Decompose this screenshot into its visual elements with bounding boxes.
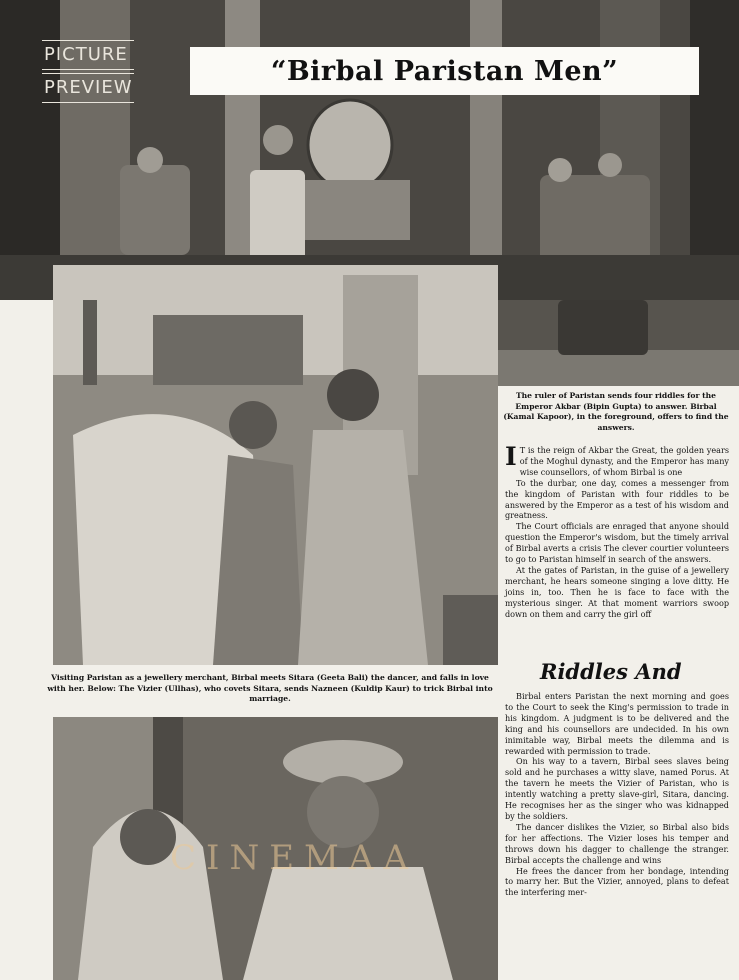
court-floor-photo-strip bbox=[498, 300, 739, 386]
stamp-line-1: PICTURE bbox=[42, 40, 134, 70]
picture-preview-stamp bbox=[42, 40, 134, 106]
cinemaa-watermark: CINEMAA bbox=[170, 838, 418, 878]
story-column-bottom bbox=[505, 691, 729, 898]
birbal-sitara-photo bbox=[53, 265, 498, 665]
story-2-paragraph-1: Birbal enters Paristan the next morning and goes to the Court to seek the King's permission to trade in his kingdom. A judgment is to be delivered and the king and his counsellors are undecided. In his own inimitable way, Birbal meets the dilemma and is rewarded with permission to trade. bbox=[505, 691, 729, 756]
story-2-paragraph-3: The dancer dislikes the Vizier, so Birbal also bids for her affections. The Vizier loses his temper and throws down his dagger to challenge the stranger. Birbal accepts the challenge and wins bbox=[505, 821, 729, 865]
stamp-line-2: PREVIEW bbox=[42, 73, 134, 103]
caption-jewellery-merchant: Visiting Paristan as a jewellery merchant, Birbal meets Sitara (Geeta Bali) the dancer, and falls in love with her. Below: The Vizier (Ullhas), who covets Sitara, sends Nazneen (Kuldip Kaur) to trick Birbal into marriage. bbox=[47, 673, 493, 703]
drop-cap: I bbox=[505, 442, 517, 471]
story-paragraph-1 bbox=[505, 442, 729, 478]
page-title: “Birbal Paristan Men” bbox=[270, 55, 619, 87]
story-2-paragraph-4: He frees the dancer from her bondage, intending to marry her. But the Vizier, annoyed, plans to defeat the interfering mer- bbox=[505, 865, 729, 898]
story-paragraph-3: The Court officials are enraged that anyone should question the Emperor's wisdom, but the timely arrival of Birbal averts a crisis The clever courtier volunteers to go to Paristan himself in search of the answers. bbox=[505, 521, 729, 565]
court-floor-illustration bbox=[498, 300, 739, 386]
court-scene-photo bbox=[0, 0, 739, 300]
birbal-sitara-illustration bbox=[53, 265, 498, 665]
story-column-top bbox=[505, 442, 729, 620]
story-2-paragraph-2: On his way to a tavern, Birbal sees slaves being sold and he purchases a witty slave, named Porus. At the tavern he meets the Vizier of Paristan, who is intently watching a pretty slave-girl, Sitara, dancing. He recognises her as the singer who was kidnapped by the soldiers. bbox=[505, 756, 729, 821]
story-paragraph-4: At the gates of Paristan, in the guise of a jewellery merchant, he hears someone singing a love ditty. He joins in, too. Then he is face to face with the mysterious singer. At that moment warriors swoop down on them and carry the girl off bbox=[505, 564, 729, 619]
title-banner bbox=[190, 47, 699, 95]
caption-court-scene: The ruler of Paristan sends four riddles for the Emperor Akbar (Bipin Gupta) to answer. Birbal (Kamal Kapoor), in the foreground, offers to find the answers. bbox=[503, 391, 729, 432]
story-paragraph-1-text: T is the reign of Akbar the Great, the golden years of the Moghul dynasty, and the Emperor has many wise counsellors, of whom Birbal is one bbox=[519, 445, 729, 477]
vizier-nazneen-photo bbox=[53, 717, 498, 980]
section-subhead: Riddles And bbox=[540, 659, 682, 684]
story-paragraph-2: To the durbar, one day, comes a messenger from the kingdom of Paristan with four riddles to be answered by the Emperor as a test of his wisdom and greatness. bbox=[505, 477, 729, 521]
